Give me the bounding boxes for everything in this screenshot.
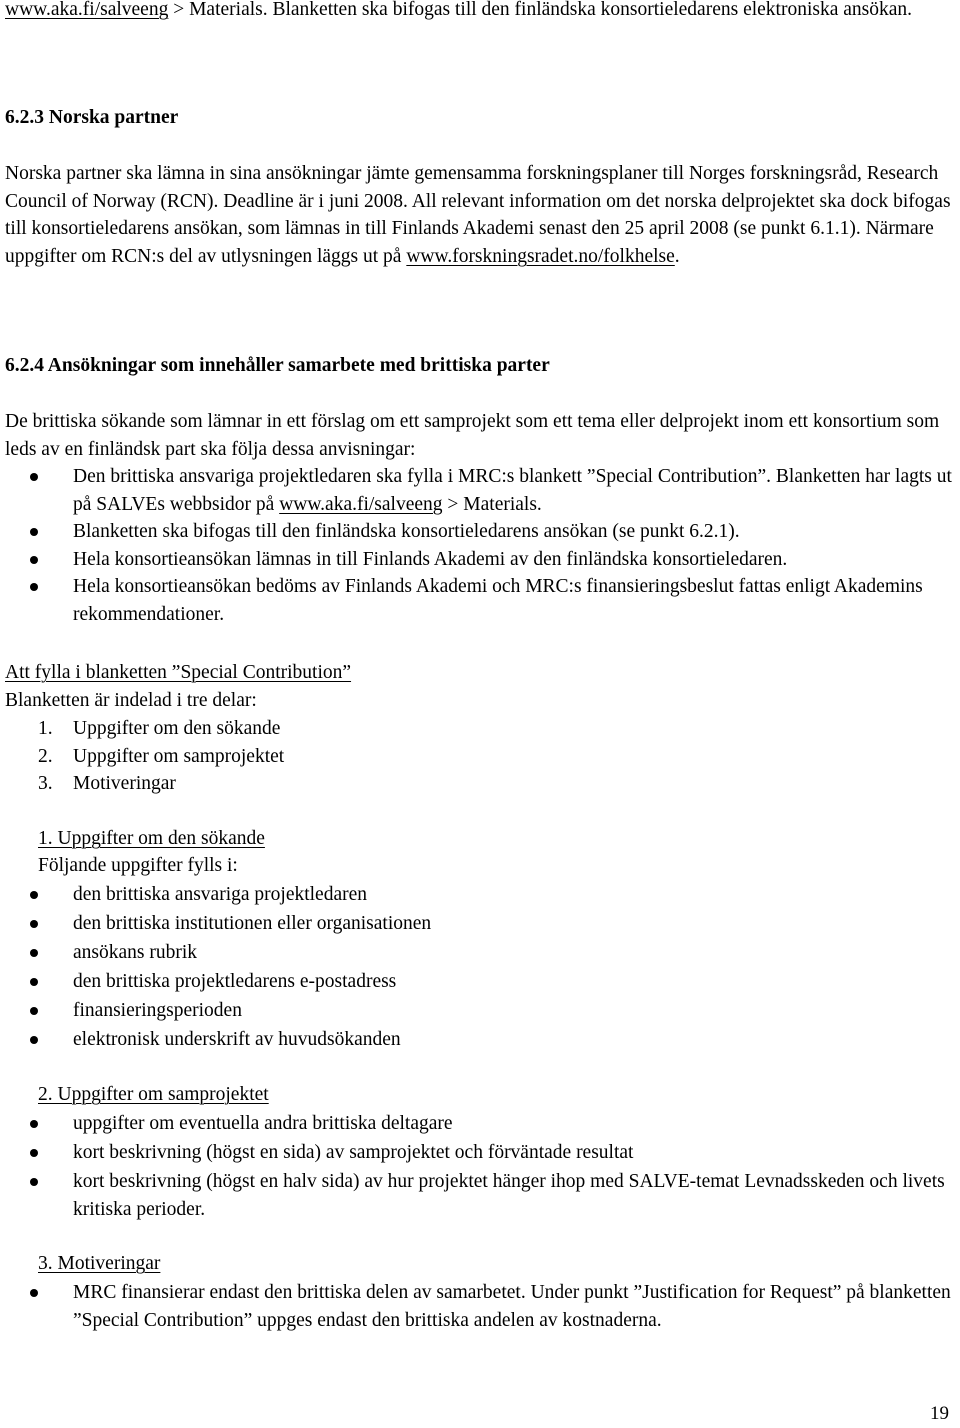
heading-brittiska-parter: 6.2.4 Ansökningar som innehåller samarbete med brittiska parter [5, 355, 550, 376]
salve-link[interactable]: www.aka.fi/salveeng [5, 0, 169, 20]
list-item: 1. Uppgifter om den sökande [38, 718, 281, 739]
section-1-intro: Följande uppgifter fylls i: [38, 855, 238, 876]
british-intro: De brittiska sökande som lämnar in ett förslag om ett samprojekt som ett tema eller delprojekt inom ett konsortium som leds av en finländsk part ska följa dessa anvisningar: [5, 411, 940, 460]
list-item: Den brittiska ansvariga projektledaren ska fylla i MRC:s blankett ”Special Contribution”. Blanketten har lagts ut på SALVEs webbsidor på www.aka.fi/salveeng > Materials. [5, 463, 955, 518]
page-number: 19 [930, 1403, 949, 1424]
list-item: MRC finansierar endast den brittiska delen av samarbetet. Under punkt ”Justification for Request” på blanketten ”Special Contribution” uppges endast den brittiska andelen av kostnaderna. [5, 1279, 955, 1334]
bullet-icon [30, 1007, 38, 1015]
section-3-list [5, 1279, 955, 1334]
bullet-icon [30, 1036, 38, 1044]
list-item: kort beskrivning (högst en sida) av samprojektet och förväntade resultat [5, 1139, 955, 1167]
section-2-list [5, 1110, 955, 1223]
list-item: 3. Motiveringar [38, 773, 176, 794]
norway-paragraph: Norska partner ska lämna in sina ansökningar jämte gemensamma forskningsplaner till Norges forskningsråd, Research Council of Norway (RCN). Deadline är i juni 2008. All relevant information om det norska delprojektet ska dock bifogas till konsortieledarens ansökan, som lämnas in till Finlands Akademi senast den 25 april 2008 (se punkt 6.1.1). Närmare uppgifter om RCN:s del av utlysningen läggs ut på www.forskningsradet.no/folkhelse. [5, 163, 951, 267]
bullet-icon [30, 583, 38, 591]
heading-norska-partner: 6.2.3 Norska partner [5, 107, 179, 128]
bullet-icon [30, 473, 38, 481]
list-item: den brittiska projektledarens e-postadress [5, 968, 955, 996]
heading-section-3: 3. Motiveringar [38, 1253, 161, 1274]
list-item: den brittiska institutionen eller organisationen [5, 910, 955, 938]
british-instructions-list [5, 463, 955, 628]
forskningsradet-link[interactable]: www.forskningsradet.no/folkhelse [406, 245, 675, 267]
document-page [5, 0, 955, 1425]
list-item: den brittiska ansvariga projektledaren [5, 881, 955, 909]
bullet-icon [30, 556, 38, 564]
list-item: ansökans rubrik [5, 939, 955, 967]
salve-link-2[interactable]: www.aka.fi/salveeng [279, 493, 443, 515]
form-intro: Blanketten är indelad i tre delar: [5, 690, 257, 711]
heading-section-2: 2. Uppgifter om samprojektet [38, 1084, 269, 1105]
bullet-icon [30, 528, 38, 536]
form-parts-list [5, 715, 955, 798]
heading-special-contribution: Att fylla i blanketten ”Special Contribution” [5, 662, 352, 683]
heading-section-1: 1. Uppgifter om den sökande [38, 828, 265, 849]
bullet-icon [30, 1178, 38, 1186]
list-item: kort beskrivning (högst en halv sida) av hur projektet hänger ihop med SALVE-temat Levnadsskeden och livets kritiska perioder. [5, 1168, 955, 1223]
bullet-icon [30, 949, 38, 957]
list-item: uppgifter om eventuella andra brittiska deltagare [5, 1110, 955, 1138]
bullet-icon [30, 920, 38, 928]
list-item: 2. Uppgifter om samprojektet [38, 745, 285, 767]
list-item: Blanketten ska bifogas till den finländska konsortieledarens ansökan (se punkt 6.2.1). [5, 518, 955, 546]
top-paragraph: www.aka.fi/salveeng > Materials. Blanketten ska bifogas till den finländska konsortieledarens elektroniska ansökan. [5, 0, 913, 20]
bullet-icon [30, 1149, 38, 1157]
bullet-icon [30, 1120, 38, 1128]
list-item: Hela konsortieansökan lämnas in till Finlands Akademi av den finländska konsortieledaren. [5, 546, 955, 574]
list-item: Hela konsortieansökan bedöms av Finlands Akademi och MRC:s finansieringsbeslut fattas enligt Akademins rekommendationer. [5, 573, 955, 628]
bullet-icon [30, 891, 38, 899]
section-1-list [5, 881, 955, 1054]
bullet-icon [30, 1289, 38, 1297]
list-item: finansieringsperioden [5, 997, 955, 1025]
list-item: elektronisk underskrift av huvudsökanden [5, 1026, 955, 1054]
bullet-icon [30, 978, 38, 986]
